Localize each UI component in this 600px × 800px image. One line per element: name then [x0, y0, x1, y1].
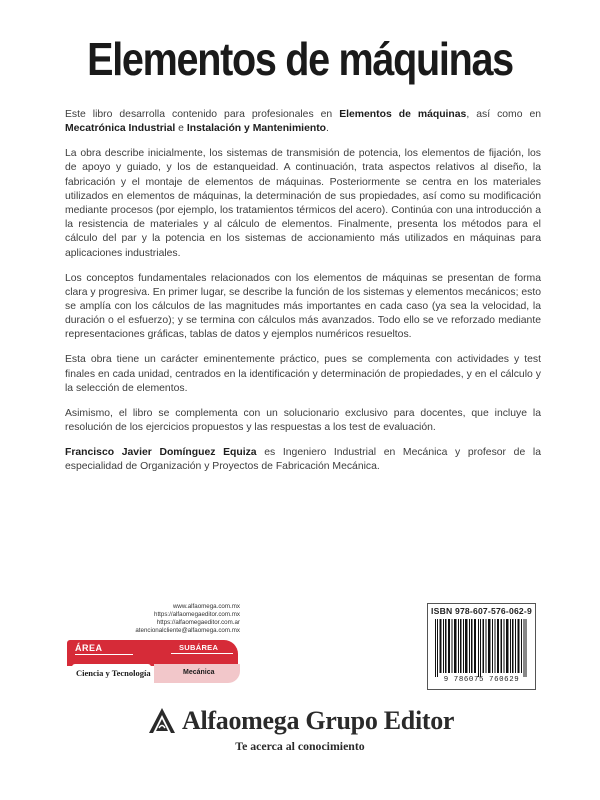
website-link[interactable]: www.alfaomega.com.mx	[172, 603, 240, 610]
author-paragraph	[65, 446, 541, 474]
area-value: Ciencia y Tecnología	[76, 668, 151, 678]
publisher-name: Alfaomega Grupo Editor	[182, 706, 455, 735]
back-cover-description	[65, 108, 541, 485]
email-link[interactable]: atencionalcliente@alfaomega.com.mx	[135, 626, 240, 634]
isbn-barcode-box	[427, 603, 536, 690]
publisher-branding	[0, 702, 600, 742]
publisher-contact	[68, 603, 240, 635]
alfaomega-logo-icon	[146, 706, 178, 736]
subarea-value: Mecánica	[183, 669, 215, 676]
intro-paragraph	[65, 108, 541, 136]
intro-text-connector: , así como en	[466, 109, 542, 120]
author-bio: es Ingeniero Industrial en Mecánica y profesor de la especialidad de Organización y Proyectos de Fabricación Mecánica.	[65, 447, 541, 473]
intro-text: Este libro desarrolla contenido para profesionales en	[65, 109, 340, 120]
barcode-number: 9 786075 760629	[443, 676, 520, 684]
publisher-tagline: Te acerca al conocimiento	[235, 739, 365, 753]
area-label: ÁREA	[75, 643, 103, 653]
book-title: Elementos de máquinas	[87, 33, 513, 85]
isbn-label: ISBN 978-607-576-062-9	[431, 606, 532, 616]
intro-subject: Elementos de máquinas	[339, 109, 467, 120]
intro-field-maintenance: Instalación y Mantenimiento	[186, 123, 327, 135]
practical-paragraph: Esta obra tiene un carácter eminentemente práctico, pues se complementa con actividades y test finales en cada unidad, centrados en la identificación y determinación de propiedades, y en el cálculo y la selección de elementos.	[65, 354, 541, 394]
subarea-label: SUBÁREA	[179, 643, 219, 652]
barcode	[435, 619, 528, 677]
website-link-ar[interactable]: https://alfaomegaeditor.com.ar	[156, 618, 240, 626]
author-name: Francisco Javier Domínguez Equiza	[65, 447, 257, 459]
concepts-paragraph: Los conceptos fundamentales relacionados con los elementos de máquinas se presentan de forma clara y progresiva. En primer lugar, se describe la función de los sistemas y elementos mecánicos; esto se amplía con los cálculos de las magnitudes más importantes en cada caso (ya sea la velocidad, la duración o el esfuerzo); y se termina con cálculos más avanzados. Todo ello se ve reforzado mediante representaciones gráficas, tablas de datos y ejemplos numéricos resueltos.	[65, 272, 541, 341]
intro-field-mechatronics: Mecatrónica Industrial	[65, 123, 176, 135]
solutions-paragraph: Asimismo, el libro se complementa con un solucionario exclusivo para docentes, que incluye la resolución de los ejercicios propuestos y las respuestas a los test de evaluación.	[65, 407, 541, 434]
website-link-mx[interactable]: https://alfaomegaeditor.com.mx	[154, 610, 240, 618]
contents-paragraph: La obra describe inicialmente, los sistemas de transmisión de potencia, los elementos de fijación, los de apoyo y guiado, y los de estanqueidad. A continuación, trata aspectos relativos al diseño, la fabricación y el montaje de elementos de máquinas. Posteriormente se centra en los materiales utilizados en elementos de máquinas, la determinación de sus propiedades, así como su modificación mediante procesos (por ejemplo, los tratamientos térmicos del acero). Continúa con una introducción a la resistencia de materiales y al cálculo de elementos. Finalmente, presenta los métodos para el cálculo del par y la potencia en los sistemas de accionamiento más utilizados en máquinas para aplicaciones industriales.	[65, 148, 541, 259]
subarea-divider	[171, 653, 233, 654]
area-divider	[75, 654, 133, 655]
subject-area-badge	[67, 640, 240, 685]
intro-period: .	[326, 123, 329, 135]
intro-text-and: e	[175, 123, 187, 135]
